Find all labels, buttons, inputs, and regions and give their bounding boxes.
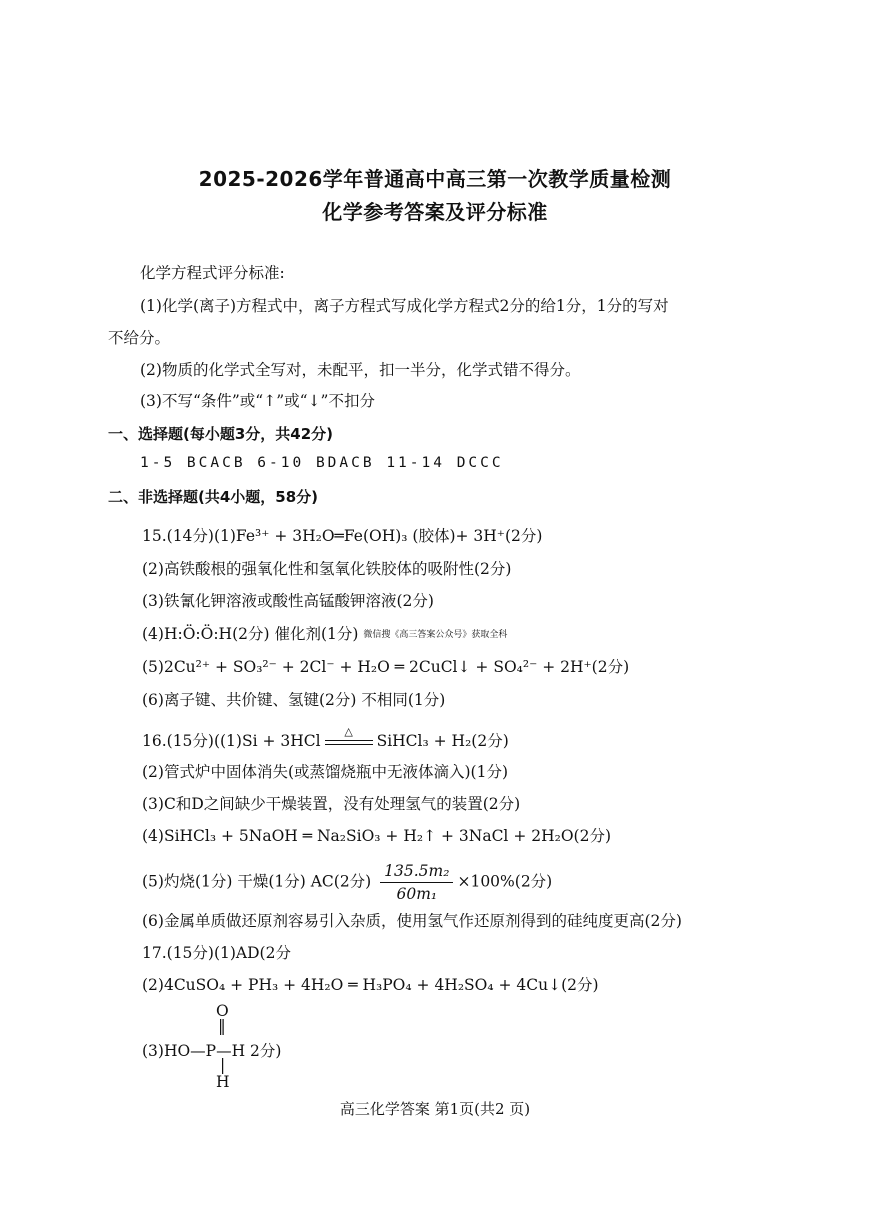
- section1-heading: 一、选择题(每小题3分，共42分): [108, 425, 334, 443]
- q16-line-5-text: (5)灼烧(1分) 干燥(1分) AC(2分): [142, 872, 372, 891]
- structure-oxygen: O: [216, 1002, 229, 1020]
- watermark-note: 微信搜《高三答案公众号》获取全科: [363, 630, 508, 640]
- section1-answers: 1-5 BCACB 6-10 BDACB 11-14 DCCC: [140, 455, 504, 471]
- q15-line-6: (6)离子键、共价键、氢键(2分) 不相同(1分): [142, 691, 446, 709]
- structure-hydrogen: H: [216, 1073, 230, 1091]
- criteria-item-2: (2)物质的化学式全写对，未配平，扣一半分，化学式错不得分。: [140, 361, 581, 379]
- page-footer: 高三化学答案 第1页(共2 页): [339, 1100, 531, 1118]
- q15-line-2: (2)高铁酸根的强氧化性和氢氧化铁胶体的吸附性(2分): [142, 560, 512, 578]
- structure-single-bond: |: [220, 1056, 226, 1074]
- q15-line-5: (5)2Cu²⁺ + SO₃²⁻ + 2Cl⁻ + H₂O ═ 2CuCl↓ + SO₄²⁻ + 2H⁺(2分): [142, 658, 630, 676]
- q15-line-4-text: (4)H:Ö:Ö:H(2分) 催化剂(1分): [142, 625, 359, 643]
- q16-line-6: (6)金属单质做还原剂容易引入杂质，使用氢气作还原剂得到的硅纯度更高(2分): [142, 912, 682, 930]
- criteria-item-1: (1)化学(离子)方程式中，离子方程式写成化学方程式2分的给1分，1分的写对: [140, 297, 669, 315]
- section2-heading: 二、非选择题(共4小题，58分): [108, 488, 319, 506]
- criteria-heading: 化学方程式评分标准:: [140, 264, 285, 282]
- q15-line-4: [142, 624, 507, 645]
- purity-fraction: [380, 861, 453, 904]
- structure-double-bond: ‖: [218, 1017, 226, 1035]
- q16-line-3: (3)C和D之间缺少干燥装置，没有处理氢气的装置(2分): [142, 795, 521, 813]
- q16-line-4: (4)SiHCl₃ + 5NaOH ═ Na₂SiO₃ + H₂↑ + 3NaCl + 2H₂O(2分): [142, 827, 611, 845]
- q16-line-5: [142, 861, 552, 904]
- q15-line-3: (3)铁氰化钾溶液或酸性高锰酸钾溶液(2分): [142, 592, 434, 610]
- q15-line-1: 15.(14分)(1)Fe³⁺ + 3H₂O═Fe(OH)₃ (胶体)+ 3H⁺(2分): [142, 527, 543, 545]
- q16-line-1-left: 16.(15分)((1)Si + 3HCl: [142, 732, 321, 750]
- fraction-numerator: 135.5m₂: [380, 861, 453, 883]
- q17-line-2: (2)4CuSO₄ + PH₃ + 4H₂O ═ H₃PO₄ + 4H₂SO₄ + 4Cu↓(2分): [142, 976, 599, 994]
- structure-main-chain: (3)HO—P—H 2分): [142, 1042, 282, 1060]
- fraction-denominator: 60m₁: [396, 885, 438, 903]
- page-title: 2025-2026学年普通高中高三第一次教学质量检测: [198, 167, 672, 191]
- heat-condition: △: [344, 725, 353, 738]
- q16-line-5-tail: ×100%(2分): [457, 872, 553, 891]
- page-subtitle: 化学参考答案及评分标准: [322, 200, 548, 224]
- q16-line-2: (2)管式炉中固体消失(或蒸馏烧瓶中无液体滴入)(1分): [142, 763, 509, 781]
- q16-line-1-right: SiHCl₃ + H₂(2分): [376, 732, 509, 750]
- q17-line-1: 17.(15分)(1)AD(2分: [142, 944, 291, 962]
- q16-line-1: [142, 725, 509, 751]
- condition-equals-sign: [325, 725, 373, 749]
- criteria-item-3: (3)不写“条件”或“↑”或“↓”不扣分: [140, 392, 375, 410]
- criteria-item-1-cont: 不给分。: [108, 329, 171, 347]
